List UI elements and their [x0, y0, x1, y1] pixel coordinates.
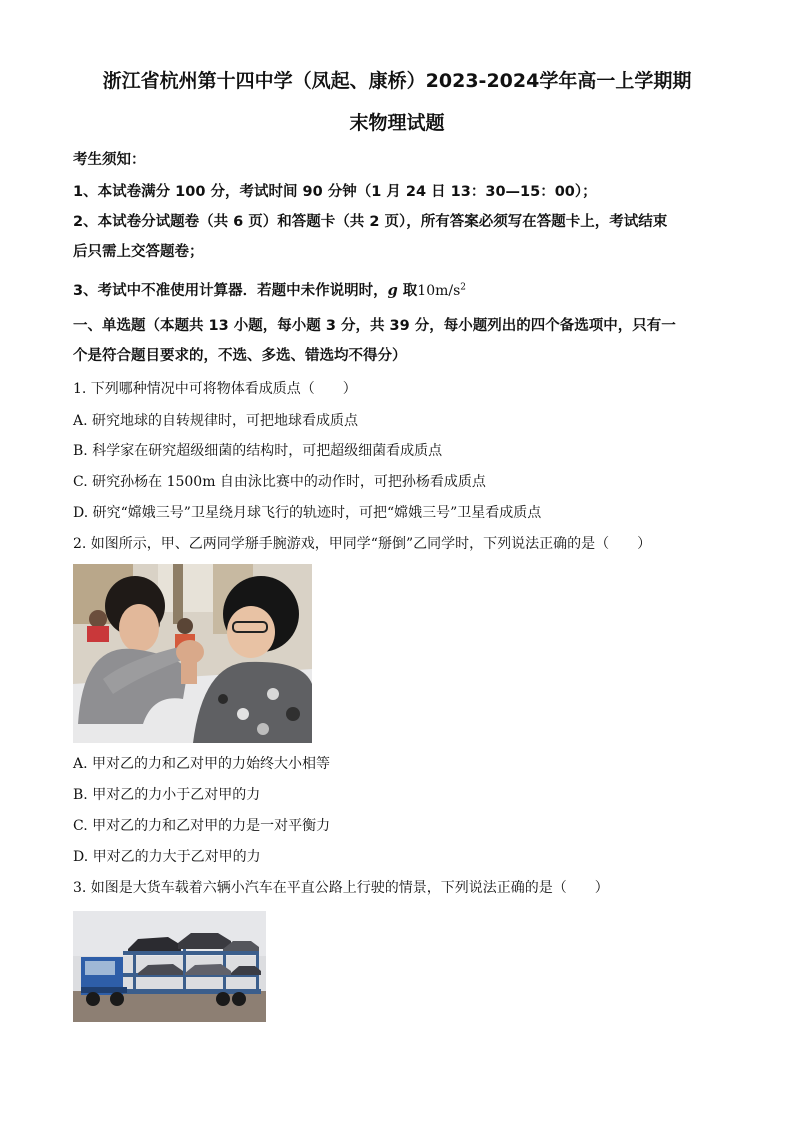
section1-heading-line2: 个是符合题目要求的，不选、多选、错选均不得分）: [73, 348, 407, 364]
exam-title-line1: 浙江省杭州第十四中学（凤起、康桥）2023-2024学年高一上学期期: [102, 70, 692, 92]
notice-item-3-take: 取: [397, 283, 418, 299]
gravity-unit: [417, 283, 466, 299]
question-1-option-b: B. 科学家在研究超级细菌的结构时，可把超级细菌看成质点: [73, 443, 443, 459]
notice-item-2-line2: 后只需上交答题卷；: [73, 244, 204, 260]
exam-title-line2: 末物理试题: [349, 112, 445, 134]
gravity-exponent: 2: [460, 282, 467, 293]
question-1-option-d: D. 研究“嫦娥三号”卫星绕月球飞行的轨迹时，可把“嫦娥三号”卫星看成质点: [73, 505, 542, 521]
gravity-symbol: g: [387, 282, 398, 299]
question-2-option-d: D. 甲对乙的力大于乙对甲的力: [73, 849, 261, 865]
question-2-option-c: C. 甲对乙的力和乙对甲的力是一对平衡力: [73, 818, 331, 834]
question-1-stem: 1. 下列哪种情况中可将物体看成质点（ ）: [73, 381, 357, 397]
question-2-stem: 2. 如图所示，甲、乙两同学掰手腕游戏，甲同学“掰倒”乙同学时，下列说法正确的是（ ）: [73, 536, 652, 552]
section1-heading-line1: 一、单选题（本题共 13 小题，每小题 3 分，共 39 分，每小题列出的四个备选项中，只有一: [73, 318, 676, 334]
notice-item-1: 1、本试卷满分 100 分，考试时间 90 分钟（1 月 24 日 13：30—15：00）；: [73, 184, 597, 200]
notice-item-2-line1: 2、本试卷分试题卷（共 6 页）和答题卡（共 2 页），所有答案必须写在答题卡上，考试结束: [73, 214, 668, 230]
notice-item-3-text: 3、考试中不准使用计算器．若题中未作说明时，: [73, 283, 388, 299]
question-2-option-b: B. 甲对乙的力小于乙对甲的力: [73, 787, 261, 803]
arm-wrestling-photo: [73, 564, 312, 743]
gravity-value: 10m/s: [417, 283, 461, 299]
question-1-option-a: A. 研究地球的自转规律时，可把地球看成质点: [73, 413, 359, 429]
notice-heading: 考生须知：: [73, 152, 146, 168]
car-carrier-truck-photo: [73, 911, 266, 1022]
notice-item-3: [73, 282, 466, 300]
question-3-stem: 3. 如图是大货车载着六辆小汽车在平直公路上行驶的情景，下列说法正确的是（ ）: [73, 880, 609, 896]
question-2-option-a: A. 甲对乙的力和乙对甲的力始终大小相等: [73, 756, 331, 772]
question-1-option-c: C. 研究孙杨在 1500m 自由泳比赛中的动作时，可把孙杨看成质点: [73, 474, 486, 490]
